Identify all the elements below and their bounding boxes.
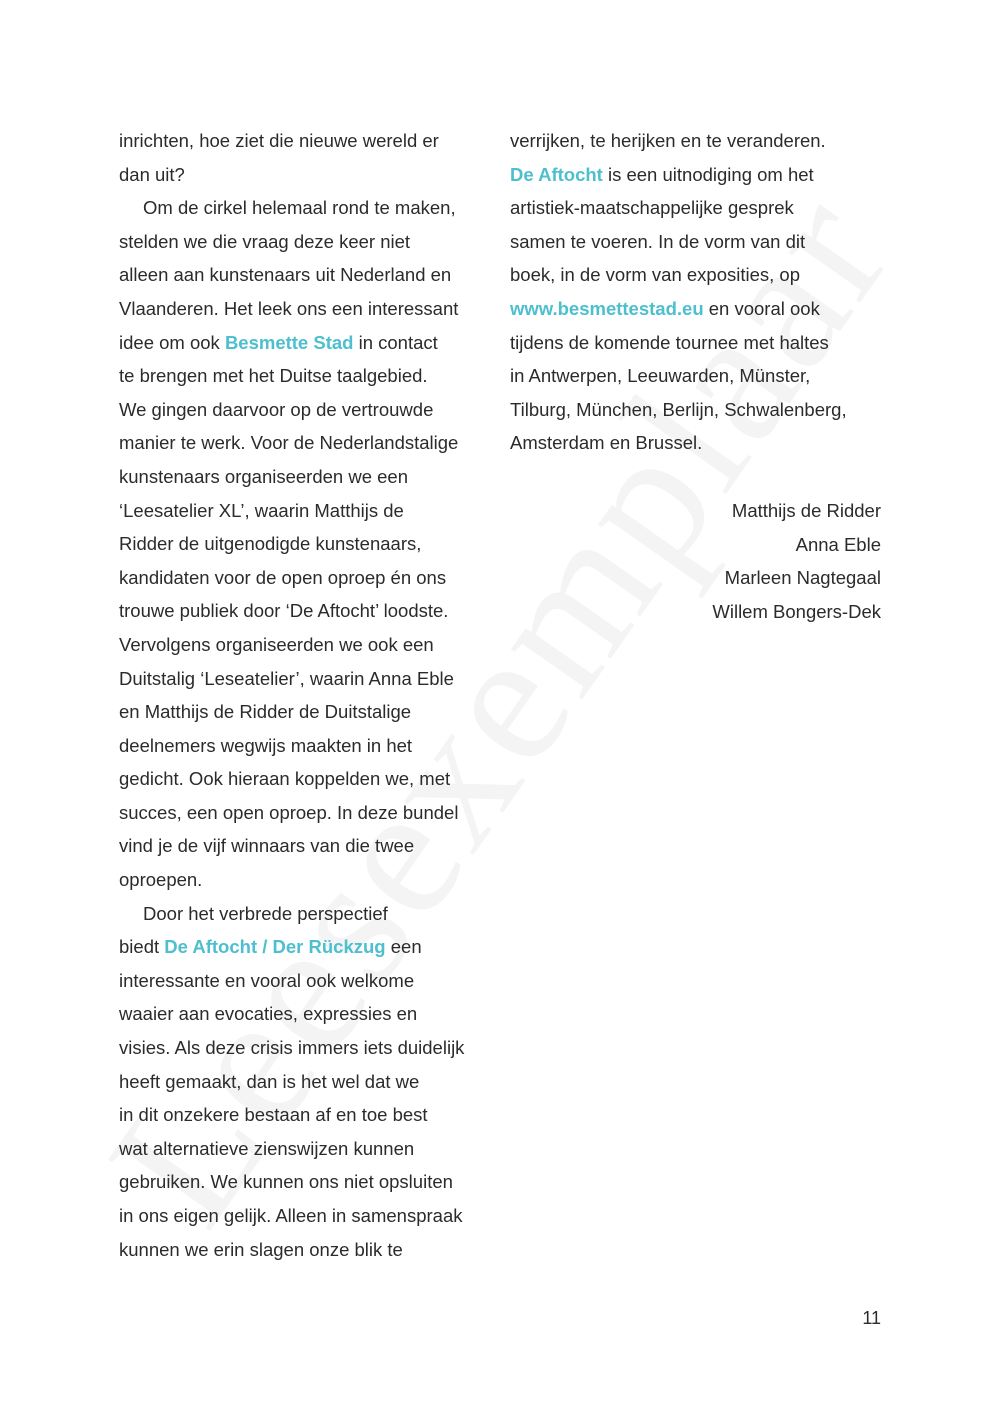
text-fragment: idee om ook [119,331,225,353]
left-text-column [119,124,494,1266]
text-fragment: in dit onzekere bestaan af en toe best [119,1104,428,1126]
signature-name: Anna Eble [795,533,881,555]
text-fragment: gedicht. Ook hieraan koppelden we, met [119,768,451,790]
text-line [119,158,494,192]
text-fragment: kandidaten voor de open oproep én ons [119,566,447,588]
text-line [119,729,494,763]
text-fragment: tijdens de komende tournee met haltes [510,331,829,353]
text-fragment: alleen aan kunstenaars uit Nederland en [119,264,452,286]
text-fragment: deelnemers wegwijs maakten in het [119,734,413,756]
text-line [510,191,885,225]
text-line [119,829,494,863]
text-line [119,1098,494,1132]
text-line [119,494,494,528]
highlighted-term: De Aftocht [510,163,603,185]
text-line [510,158,885,192]
right-text-column [510,124,885,460]
text-line [119,1031,494,1065]
text-fragment: Tilburg, München, Berlijn, Schwalenberg, [510,398,847,420]
text-fragment: succes, een open oproep. In deze bundel [119,801,459,823]
text-fragment: vind je de vijf winnaars van die twee [119,835,415,857]
text-line [510,326,885,360]
page-number: 11 [862,1308,881,1328]
text-line [119,695,494,729]
text-line [119,964,494,998]
highlighted-term: De Aftocht / Der Rückzug [164,936,386,958]
text-fragment: Amsterdam en Brussel. [510,432,703,454]
text-fragment: Vervolgens organiseerden we ook een [119,633,434,655]
text-fragment: in contact [353,331,438,353]
text-fragment: gebruiken. We kunnen ons niet opsluiten [119,1171,453,1193]
text-line [119,191,494,225]
text-fragment: We gingen daarvoor op de vertrouwde [119,398,434,420]
text-line [510,225,885,259]
text-line [119,1065,494,1099]
text-line [119,225,494,259]
text-fragment: ‘Leesatelier XL’, waarin Matthijs de [119,499,404,521]
text-fragment: trouwe publiek door ‘De Aftocht’ loodste. [119,600,449,622]
text-fragment: Duitstalig ‘Leseatelier’, waarin Anna Eble [119,667,454,689]
text-fragment: samen te voeren. In de vorm van dit [510,230,806,252]
text-fragment: stelden we die vraag deze keer niet [119,230,411,252]
text-line [119,1165,494,1199]
text-line [510,393,885,427]
text-line [119,527,494,561]
text-fragment: kunstenaars organiseerden we een [119,465,408,487]
text-line [119,628,494,662]
text-fragment: een [385,936,422,958]
text-fragment: visies. Als deze crisis immers iets duidelijk [119,1037,465,1059]
text-line [119,561,494,595]
text-fragment: Vlaanderen. Het leek ons een interessant [119,297,459,319]
highlighted-term: www.besmettestad.eu [510,297,704,319]
text-fragment: biedt [119,936,165,958]
text-line [119,1132,494,1166]
text-fragment: en vooral ook [703,297,820,319]
text-line [119,292,494,326]
text-fragment: heeft gemaakt, dan is het wel dat we [119,1070,420,1092]
text-line [119,863,494,897]
text-line [510,426,885,460]
text-fragment: in ons eigen gelijk. Alleen in samenspraak [119,1205,463,1226]
text-fragment: Ridder de uitgenodigde kunstenaars, [119,533,422,555]
signature-block [712,494,881,628]
text-fragment: is een uitnodiging om het [602,163,814,185]
text-line [119,1233,494,1267]
text-fragment: verrijken, te herijken en te veranderen. [510,130,826,151]
text-line [119,359,494,393]
text-line [510,258,885,292]
signature-name: Marleen Nagtegaal [724,567,881,589]
text-fragment: in Antwerpen, Leeuwarden, Münster, [510,365,811,387]
text-line [119,897,494,931]
text-line [119,662,494,696]
text-line [119,762,494,796]
text-fragment: wat alternatieve zienswijzen kunnen [119,1137,415,1159]
text-line [119,393,494,427]
text-line [119,930,494,964]
text-fragment: en Matthijs de Ridder de Duitstalige [119,701,412,723]
text-line [510,359,885,393]
text-fragment: kunnen we erin slagen onze blik te [119,1238,403,1260]
signature-name: Matthijs de Ridder [731,500,881,521]
text-fragment: inrichten, hoe ziet die nieuwe wereld er [119,130,439,151]
text-fragment: interessante en vooral ook welkome [119,969,415,991]
text-fragment: boek, in de vorm van exposities, op [510,264,800,286]
text-line [119,997,494,1031]
text-fragment: oproepen. [119,869,203,891]
text-line [119,326,494,360]
text-line [510,292,885,326]
text-fragment: Door het verbrede perspectief [143,902,388,924]
text-fragment: te brengen met het Duitse taalgebied. [119,365,428,387]
text-line [119,258,494,292]
text-fragment: waaier aan evocaties, expressies en [119,1003,418,1025]
text-fragment: Om de cirkel helemaal rond te maken, [143,197,456,219]
text-line [510,124,885,158]
text-line [119,1199,494,1233]
text-line [119,796,494,830]
text-fragment: artistiek-maatschappelijke gesprek [510,197,794,219]
text-line [119,460,494,494]
text-fragment: dan uit? [119,163,185,185]
text-line [119,426,494,460]
highlighted-term: Besmette Stad [224,331,354,353]
text-line [119,594,494,628]
text-line [119,124,494,158]
signature-name: Willem Bongers-Dek [712,600,881,622]
text-fragment: manier te werk. Voor de Nederlandstalige [119,432,459,454]
